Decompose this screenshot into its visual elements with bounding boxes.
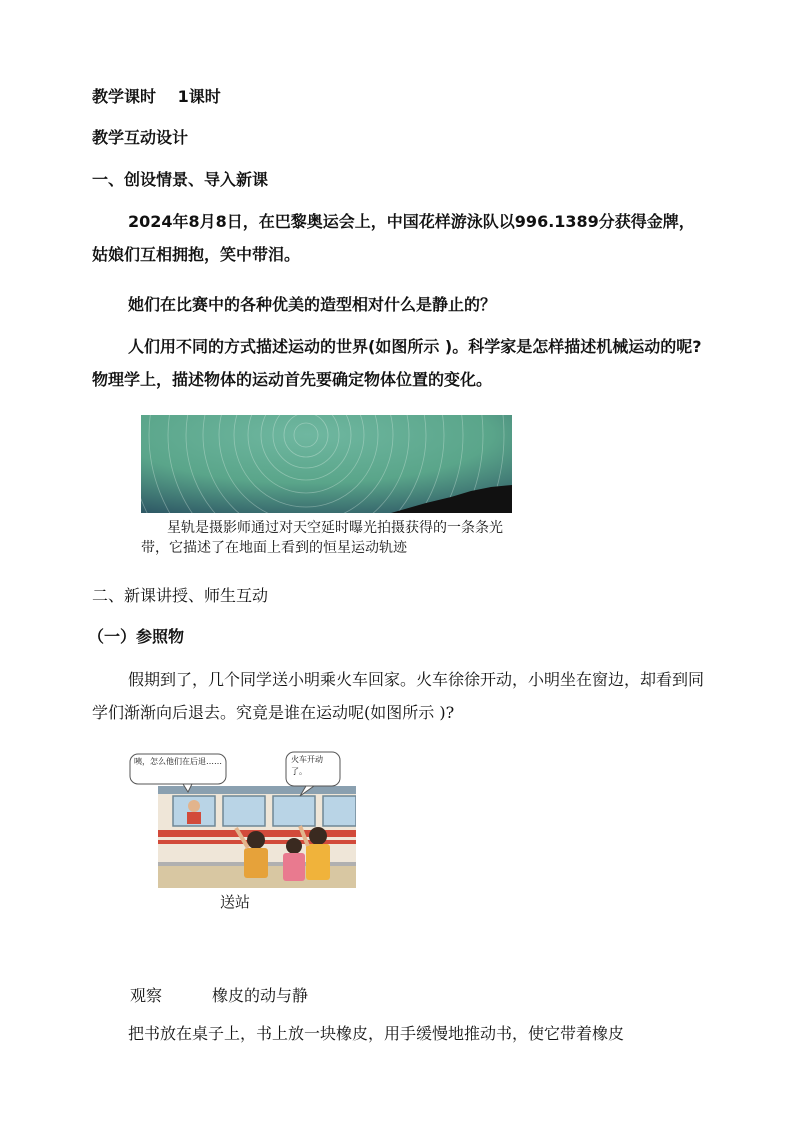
section1-title: 一、创设情景、导入新课 bbox=[92, 170, 269, 189]
star-trail-photo bbox=[141, 415, 512, 513]
reference-object-heading: （一）参照物 bbox=[88, 627, 185, 646]
speech-bubble-right: 火车开动了。 bbox=[291, 755, 323, 776]
observe-label: 观察 bbox=[130, 986, 163, 1005]
section2-paragraph-2: 把书放在桌子上，书上放一块橡皮，用手缓慢地推动书，使它带着橡皮 bbox=[128, 1024, 625, 1043]
section1-paragraph-1: 2024年8月8日，在巴黎奥运会上，中国花样游泳队以996.1389分获得金牌，姑娘们互相拥抱，笑中带泪。 bbox=[92, 212, 695, 264]
interactive-design-heading: 教学互动设计 bbox=[92, 128, 189, 147]
section2-paragraph-1: 假期到了，几个同学送小明乘火车回家。火车徐徐开动，小明坐在窗边，却看到同学们渐渐向后退去。究竟是谁在运动呢(如图所示 )? bbox=[92, 670, 705, 722]
section2-title: 二、新课讲授、师生互动 bbox=[92, 586, 269, 605]
train-station-illustration bbox=[128, 748, 356, 888]
lesson-time: 教学课时 1课时 bbox=[92, 87, 221, 106]
speech-bubble-left: 咦，怎么他们在后退…… bbox=[134, 757, 222, 766]
section1-paragraph-3: 人们用不同的方式描述运动的世界(如图所示 )。科学家是怎样描述机械运动的呢?物理学上，描述物体的运动首先要确定物体位置的变化。 bbox=[92, 337, 702, 389]
observe-title: 橡皮的动与静 bbox=[212, 986, 309, 1005]
section1-paragraph-2: 她们在比赛中的各种优美的造型相对什么是静止的？ bbox=[128, 295, 497, 314]
star-trail-caption: 星轨是摄影师通过对天空延时曝光拍摄获得的一条条光带，它描述了在地面上看到的恒星运动轨迹 bbox=[141, 520, 503, 556]
train-caption: 送站 bbox=[220, 893, 251, 911]
